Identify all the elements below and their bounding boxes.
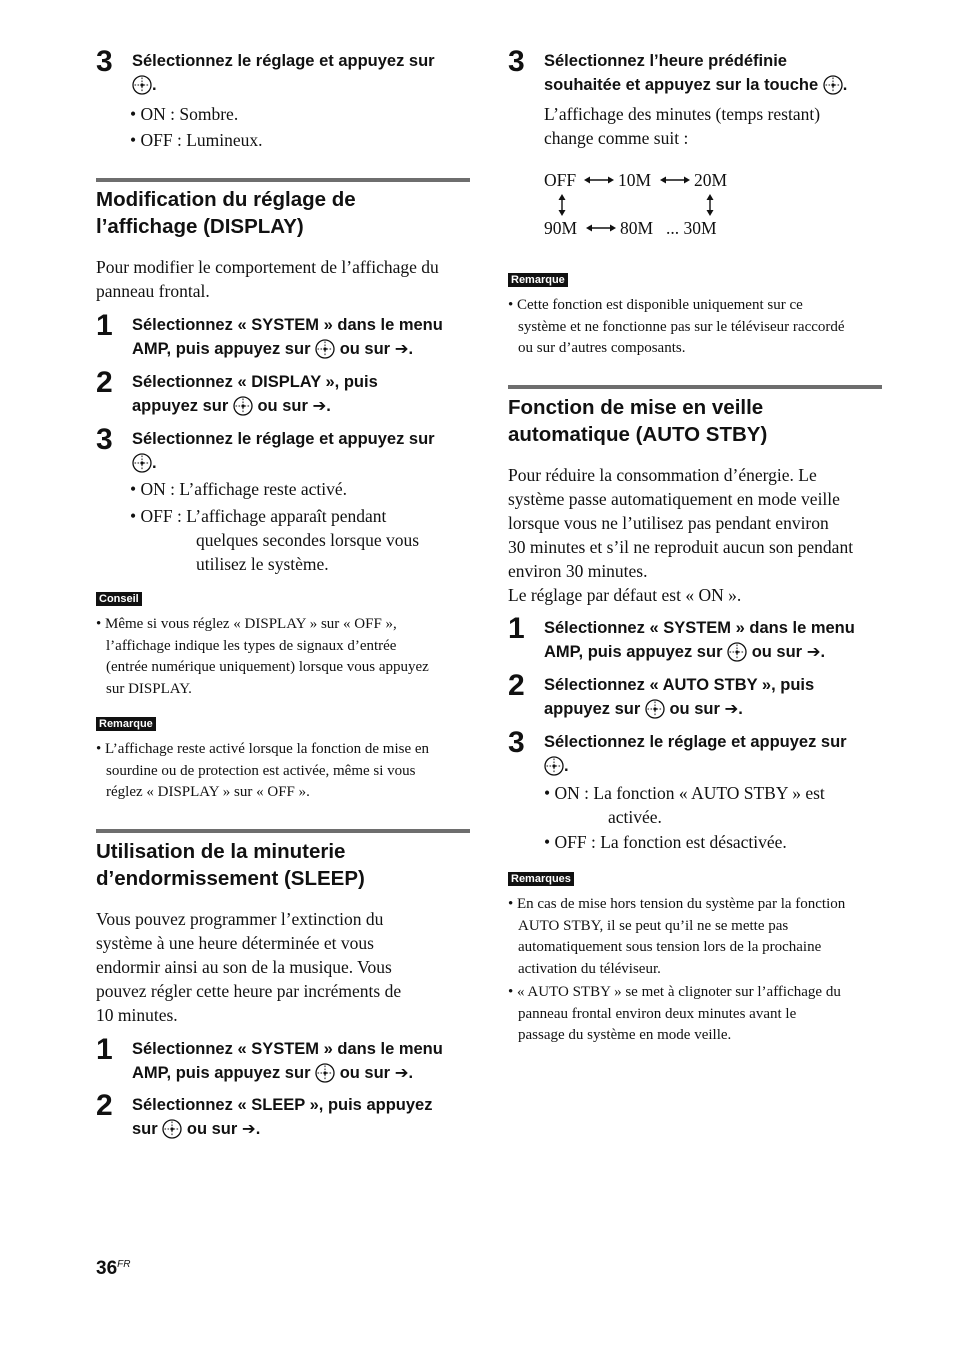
- diagram-off: OFF: [544, 170, 577, 190]
- vertical-double-arrow-icon: [556, 194, 568, 216]
- step-text-line2: AMP, puis appuyez sur ou sur ➔.: [132, 340, 414, 358]
- bullet-off: • OFF : La fonction est désactivée.: [544, 832, 787, 852]
- enter-button-icon: [132, 75, 152, 95]
- step-text-line2: appuyez sur ou sur ➔.: [132, 397, 331, 415]
- bullet-off: • OFF : L’affichage apparaît pendant: [130, 506, 387, 526]
- bullet-off-cont: quelques secondes lorsque vous: [196, 530, 420, 550]
- step-text-line2: .: [132, 452, 157, 475]
- tip-label: Conseil: [96, 592, 142, 606]
- section-heading-sleep: Utilisation de la minuterie d’endormissement (SLEEP): [96, 840, 365, 890]
- enter-button-icon: [645, 699, 665, 719]
- step-number: 1: [508, 612, 525, 645]
- step-text-line2: .: [132, 74, 157, 97]
- remarks-label: Remarques: [508, 872, 574, 886]
- step-text-line2: souhaitée et appuyez sur la touche .: [544, 76, 848, 94]
- step-text-line1: Sélectionnez « AUTO STBY », puis: [544, 676, 815, 694]
- step-text-line1: Sélectionnez le réglage et appuyez sur: [544, 733, 847, 751]
- section-rule: [96, 829, 470, 833]
- step-text-line2: .: [544, 755, 569, 778]
- step-text-line1: Sélectionnez « SLEEP », puis appuyez: [132, 1096, 433, 1114]
- step-text-line2: AMP, puis appuyez sur ou sur ➔.: [132, 1064, 414, 1082]
- step-text-line1: Sélectionnez « SYSTEM » dans le menu: [544, 619, 855, 637]
- step-number: 3: [508, 726, 525, 759]
- bullet-off: • OFF : Lumineux.: [130, 130, 263, 150]
- step-text-line2: appuyez sur ou sur ➔.: [544, 700, 743, 718]
- step-number: 2: [96, 366, 113, 399]
- step-text-line1: Sélectionnez « SYSTEM » dans le menu: [132, 316, 443, 334]
- enter-button-icon: [132, 453, 152, 473]
- enter-button-icon: [315, 339, 335, 359]
- bullet-on: • ON : L’affichage reste activé.: [130, 479, 348, 499]
- bullet-off-cont: utilisez le système.: [196, 554, 329, 574]
- enter-button-icon: [823, 75, 843, 95]
- vertical-double-arrow-icon: [704, 194, 716, 216]
- diagram-90m: 90M: [544, 218, 578, 238]
- double-arrow-icon: [660, 174, 690, 186]
- remarks-note: • En cas de mise hors tension du système par la fonction AUTO STBY, il se peut qu’il ne se mette pas automatiquement sous tension lors de la prochaine activation du téléviseur. • « AUTO STBY » se met à clignoter sur l’affichage du panneau frontal environ deux minutes avant le passage du système en mode veille.: [508, 896, 846, 1043]
- enter-button-icon: [727, 642, 747, 662]
- section-heading-display: Modification du réglage de l’affichage (DISPLAY): [96, 188, 356, 238]
- bullet-on: • ON : Sombre.: [130, 104, 239, 124]
- diagram-30m: ... 30M: [666, 218, 717, 238]
- diagram-10m: 10M: [618, 170, 652, 190]
- section-rule: [96, 178, 470, 182]
- step-text-line1: Sélectionnez l’heure prédéfinie: [544, 52, 787, 70]
- remark-label: Remarque: [96, 717, 156, 731]
- remark-note: • L’affichage reste activé lorsque la fonction de mise en sourdine ou de protection est activée, même si vous réglez « DISPLAY » sur « OFF ».: [96, 741, 430, 800]
- remark-note: • Cette fonction est disponible uniquement sur ce système et ne fonctionne pas sur le téléviseur raccordé ou sur d’autres composants.: [508, 297, 845, 356]
- step-text-line1: Sélectionnez « SYSTEM » dans le menu: [132, 1040, 443, 1058]
- section-rule: [508, 385, 882, 389]
- display-intro: Pour modifier le comportement de l’affichage du panneau frontal.: [96, 257, 439, 301]
- double-arrow-icon: [584, 174, 614, 186]
- bullet-on-cont: activée.: [608, 807, 662, 827]
- step-text-line2: AMP, puis appuyez sur ou sur ➔.: [544, 643, 826, 661]
- step-text-line1: Sélectionnez le réglage et appuyez sur: [132, 430, 435, 448]
- step-number: 2: [96, 1089, 113, 1122]
- sleep-minutes-desc: L’affichage des minutes (temps restant) change comme suit :: [544, 104, 821, 148]
- double-arrow-icon: [586, 222, 616, 234]
- sleep-intro: Vous pouvez programmer l’extinction du système à une heure déterminée et vous endormir ainsi au son de la musique. Vous pouvez régler cette heure par incréments de 10 minutes.: [96, 909, 402, 1025]
- tip-note: • Même si vous réglez « DISPLAY » sur « OFF », l’affichage indique les types de signaux d’entrée (entrée numérique uniquement) lorsque vous appuyez sur DISPLAY.: [96, 616, 429, 697]
- step-number: 1: [96, 309, 113, 342]
- step-number: 3: [96, 45, 113, 78]
- step-text-line1: Sélectionnez le réglage et appuyez sur: [132, 52, 435, 70]
- step-number: 1: [96, 1033, 113, 1066]
- enter-button-icon: [233, 396, 253, 416]
- diagram-20m: 20M: [694, 170, 728, 190]
- enter-button-icon: [315, 1063, 335, 1083]
- enter-button-icon: [544, 756, 564, 776]
- step-number: 3: [96, 423, 113, 456]
- step-text-line2: sur ou sur ➔.: [132, 1120, 261, 1138]
- page-number: $36^{FR}$: [96, 1258, 131, 1279]
- diagram-80m: 80M: [620, 218, 654, 238]
- auto-stby-intro: Pour réduire la consommation d’énergie. Le système passe automatiquement en mode veille lorsque vous ne l’utilisez pas pendant environ 30 minutes et s’il ne reproduit aucun son pendant environ 30 minutes. Le réglage par défaut est « ON ».: [508, 465, 854, 605]
- step-number: 2: [508, 669, 525, 702]
- step-text-line1: Sélectionnez « DISPLAY », puis: [132, 373, 378, 391]
- remark-label: Remarque: [508, 273, 568, 287]
- bullet-on: • ON : La fonction « AUTO STBY » est: [544, 783, 825, 803]
- section-heading-auto-stby: Fonction de mise en veille automatique (AUTO STBY): [508, 396, 768, 446]
- sleep-cycle-diagram: [544, 168, 764, 240]
- step-number: 3: [508, 45, 525, 78]
- enter-button-icon: [162, 1119, 182, 1139]
